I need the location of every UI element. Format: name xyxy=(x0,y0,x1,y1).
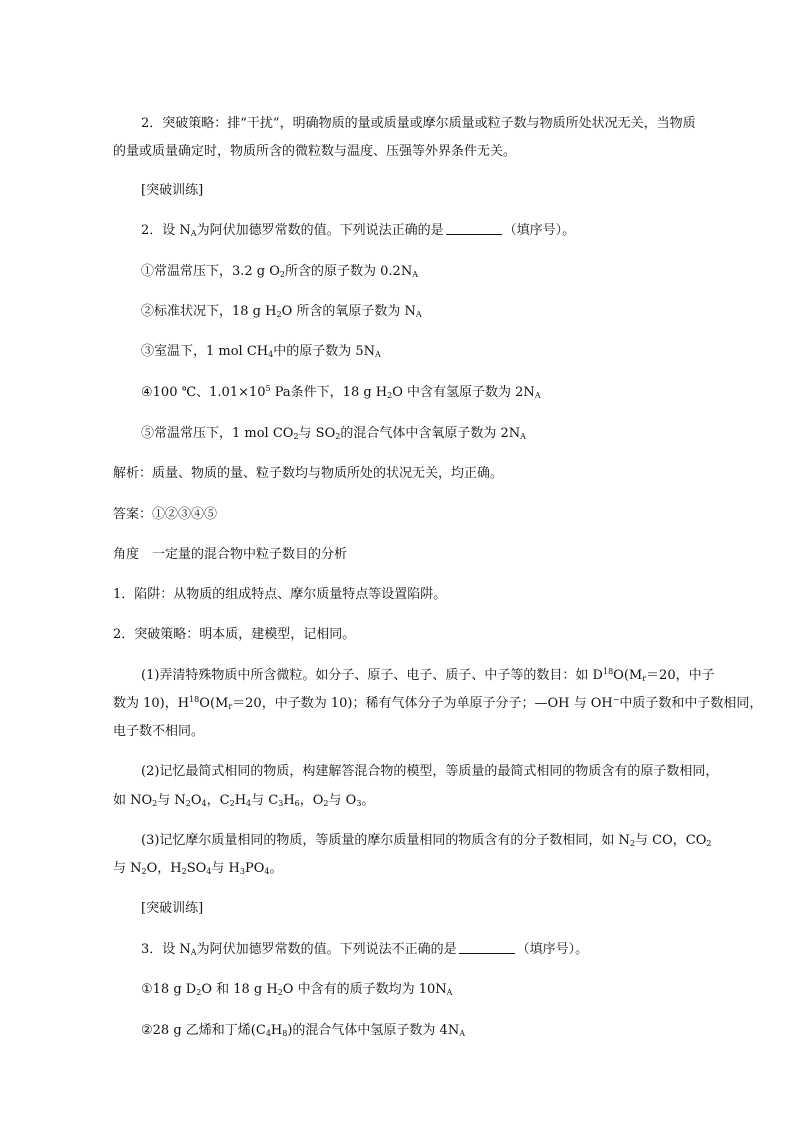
trap-line: 1．陷阱：从物质的组成特点、摩尔质量特点等设置陷阱。 xyxy=(113,587,447,602)
question-2-option-3: ③室温下，1 mol $CH_4$中的原子数为 $5N_A$ xyxy=(141,344,381,359)
question-2-option-2: ②标准状况下，18 g $H_2O$ 所含的氧原子数为 $N_A$ xyxy=(141,304,422,319)
question-2-option-4: ④100 ℃、$1.01\times 10^5$ Pa条件下，18 g $H_2O$ 中含有氢原子数为 $2N_A$ xyxy=(141,384,541,400)
point-1-line-1: (1)弄清特殊物质中所含微粒。如分子、原子、电子、质子、中子等的数目：如 $D^{18}O(M_r=20$，中子 xyxy=(141,667,715,683)
practice-heading-1: [突破训练] xyxy=(141,183,204,198)
question-2-option-5: ⑤常温常压下，1 mol $CO_2$与 $SO_2$的混合气体中含氧原子数为 $2N_A$ xyxy=(141,426,526,441)
strategy-paragraph-line-1: 2．突破策略：排“干扰”，明确物质的量或质量或摩尔质量或粒子数与物质所处状况无关，当物质 xyxy=(141,116,696,131)
practice-heading-2: [突破训练] xyxy=(141,901,204,916)
question-2-answer: 答案：①②③④⑤ xyxy=(113,507,218,522)
answer-blank[interactable] xyxy=(446,222,502,235)
question-3-option-1: ①18 g $D_2O$ 和 18 g $H_2O$ 中含有的质子数均为 $10N_A$ xyxy=(141,982,453,997)
question-3-option-2: ②28 g 乙烯和丁烯$(C_4H_8)$的混合气体中氢原子数为 $4N_A$ xyxy=(141,1023,465,1038)
point-2-line-2: 如 $NO_2$与 $N_2O_4$，$C_2H_4$与 $C_3H_6$，$O_2$与 $O_3$。 xyxy=(113,793,375,808)
point-3-line-1: (3)记忆摩尔质量相同的物质，等质量的摩尔质量相同的物质含有的分子数相同，如 $N_2$与 CO，$CO_2$ xyxy=(141,833,712,848)
question-2-stem: 2．设 $N_A$为阿伏加德罗常数的值。下列说法正确的是 （填序号）。 xyxy=(141,223,576,238)
question-2-analysis: 解析：质量、物质的量、粒子数均与物质所处的状况无关，均正确。 xyxy=(113,466,504,481)
question-2-option-1: ①常温常压下，3.2 g $O_2$所含的原子数为 $0.2N_A$ xyxy=(141,264,418,279)
question-3-stem: 3．设 $N_A$为阿伏加德罗常数的值。下列说法不正确的是 （填序号）。 xyxy=(141,942,589,957)
point-1-line-3: 电子数不相同。 xyxy=(113,724,205,739)
strategy-paragraph-line-2: 的量或质量确定时，物质所含的微粒数与温度、压强等外界条件无关。 xyxy=(113,144,517,159)
answer-blank[interactable] xyxy=(459,941,515,954)
section-angle-title: 角度 一定量的混合物中粒子数目的分析 xyxy=(113,547,348,562)
point-2-line-1: (2)记忆最简式相同的物质，构建解答混合物的模型，等质量的最简式相同的物质含有的原子数相同， xyxy=(141,764,719,779)
point-3-line-2: 与 $N_2O$，$H_2SO_4$与 $H_3PO_4$。 xyxy=(113,861,283,876)
strategy-line: 2．突破策略：明本质，建模型，记相同。 xyxy=(113,627,356,642)
point-1-line-2: 数为 10)，$H^{18}O(M_r=20$，中子数为 10)；稀有气体分子为单原子分子；—OH 与 OH−中质子数和中子数相同， xyxy=(113,695,763,711)
